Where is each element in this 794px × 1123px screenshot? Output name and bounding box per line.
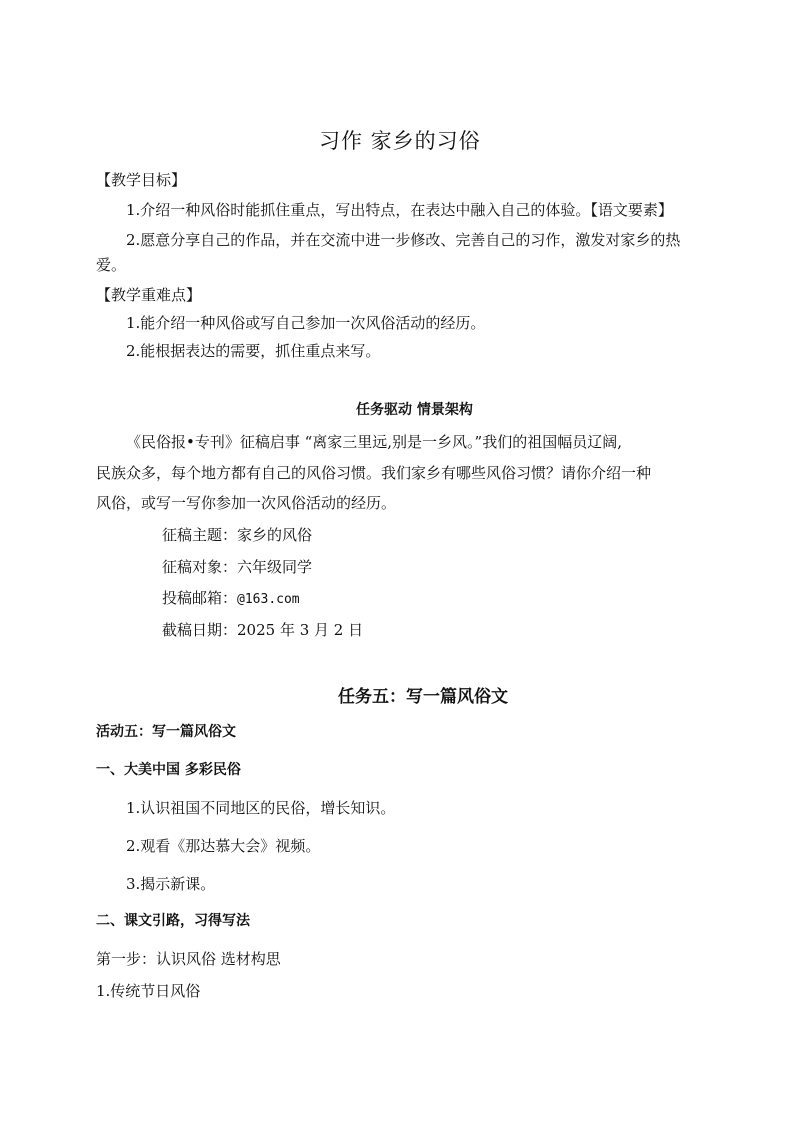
goal-item-1: 1.介绍一种风俗时能抓住重点，写出特点，在表达中融入自己的体验。【语文要素】: [126, 201, 673, 219]
keypoint-item-2: 2.能根据表达的需要，抓住重点来写。: [126, 342, 381, 360]
email-row: [162, 587, 300, 611]
task5-heading: 任务五：写一篇风俗文: [338, 687, 508, 707]
theme-label: 征稿主题：: [162, 526, 238, 544]
activity5-heading: 活动五：写一篇风俗文: [96, 724, 236, 740]
keypoint-item-1: 1.能介绍一种风俗或写自己参加一次风俗活动的经历。: [126, 314, 486, 332]
keypoints-heading: 【教学重难点】: [96, 286, 202, 304]
deadline-row: [162, 619, 363, 641]
page-title: 习作 家乡的习俗: [319, 129, 481, 153]
goal-item-2: 2.愿意分享自己的作品，并在交流中进一步修改、完善自己的习作，激发对家乡的热: [126, 231, 681, 249]
theme-value: 家乡的风俗: [237, 526, 313, 544]
section1-item-3: 3.揭示新课。: [126, 875, 216, 893]
target-label: 征稿对象：: [162, 558, 238, 576]
task-driven-heading: 任务驱动 情景架构: [356, 402, 473, 418]
goal-item-2-cont: 爱。: [96, 256, 127, 274]
goals-heading: 【教学目标】: [96, 171, 187, 189]
target-row: [162, 556, 312, 578]
target-value: 六年级同学: [237, 558, 313, 576]
call-for-papers-line-2: 民族众多，每个地方都有自己的风俗习惯。我们家乡有哪些风俗习惯？请你介绍一种: [96, 464, 652, 482]
section1-heading: 一、大美中国 多彩民俗: [96, 762, 241, 778]
section1-item-2: 2.观看《那达慕大会》视频。: [126, 837, 321, 855]
email-value: @163.com: [237, 592, 300, 607]
call-for-papers-line-1: 《民俗报•专刊》征稿启事 “离家三里远,别是一乡风。”我们的祖国幅员辽阔,: [126, 433, 622, 451]
step1-heading: 第一步：认识风俗 选材构思: [96, 950, 281, 968]
deadline-label: 截稿日期：: [162, 621, 238, 639]
festival-item: 1.传统节日风俗: [96, 982, 201, 1000]
theme-row: [162, 524, 312, 546]
section1-item-1: 1.认识祖国不同地区的民俗，增长知识。: [126, 799, 396, 817]
section2-heading: 二、课文引路，习得写法: [96, 913, 250, 929]
deadline-value: 2025 年 3 月 2 日: [237, 621, 364, 639]
email-label: 投稿邮箱：: [162, 589, 238, 607]
call-for-papers-line-3: 风俗，或写一写你参加一次风俗活动的经历。: [96, 494, 397, 512]
